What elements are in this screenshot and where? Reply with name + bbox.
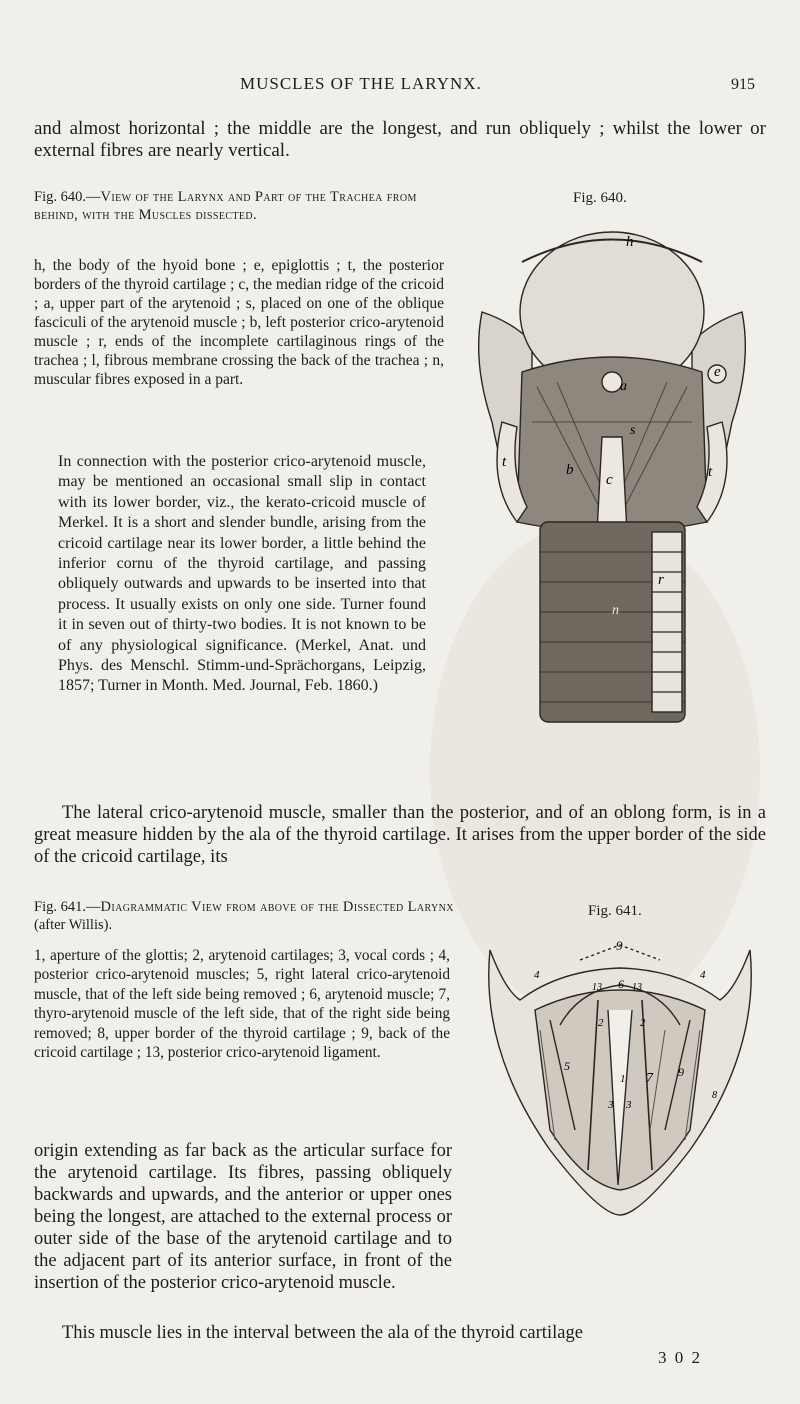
fig641-legend: 1, aperture of the glottis; 2, arytenoid cartilages; 3, vocal cords ; 4, posterior crico-arytenoid muscles; 5, right lateral crico-arytenoid muscle, that of the left side being removed ; 6, arytenoid muscle; 7, thyro-arytenoid muscle of the left side, that of the right side being removed; 8, upper border of the thyroid cartilage ; 9, back of the cricoid cartilage ; 13, posterior crico-arytenoid ligament.	[34, 947, 450, 1062]
intro-paragraph: and almost horizontal ; the middle are the longest, and run obliquely ; whilst the lower or external fibres are nearly vertical.	[34, 118, 766, 161]
fig641-num-2-right: 2	[640, 1017, 646, 1029]
last-line: This muscle lies in the interval between the ala of the thyroid cartilage	[62, 1323, 583, 1343]
fig641-num-4-left: 4	[534, 969, 540, 981]
fig641-num-13-left: 13	[592, 982, 602, 993]
fig640-letter-s: s	[630, 423, 636, 438]
signature-mark: 3 0 2	[658, 1348, 702, 1367]
fig641-num-13-right: 13	[632, 982, 642, 993]
lateral-crico-arytenoid-paragraph: The lateral crico-arytenoid muscle, smaller than the posterior, and of an oblong form, is in a great measure hidden by the ala of the thyroid cartilage. It arises from the upper border of the side of the cricoid cartilage, its	[34, 803, 766, 867]
fig640-letter-t-left: t	[502, 454, 507, 470]
fig641-num-2-left: 2	[598, 1017, 604, 1029]
fig640-letter-n: n	[612, 603, 619, 618]
fig641-num-1: 1	[620, 1073, 626, 1085]
fig640-caption	[34, 188, 434, 224]
fig641-num-4-right: 4	[700, 969, 706, 981]
fig641-num-3-right: 3	[626, 1099, 632, 1111]
kerato-cricoid-note: In connection with the posterior crico-arytenoid muscle, may be mentioned an occasional small slip in contact with its lower border, viz., the kerato-cricoid muscle of Merkel. It is a short and slender bundle, arising from the cricoid cartilage near its lower border, a little behind the inferior cornu of the thyroid cartilage, and passing obliquely outwards and upwards to be inserted into that process. It usually exists on only one side. Turner found it in seven out of thirty-two bodies. It is not known to be of any physiological significance. (Merkel, Anat. und Phys. des Menschl. Stimm-und-Sprächorgans, Leipzig, 1857; Turner in Month. Med. Journal, Feb. 1860.)	[58, 453, 426, 695]
fig640-letter-r: r	[658, 572, 664, 588]
fig641-caption-tail: (after Willis).	[34, 917, 113, 933]
fig640-larynx-illustration	[462, 222, 762, 732]
fig641-num-6: 6	[618, 977, 624, 991]
fig640-letter-t-right: t	[708, 464, 713, 480]
fig641-num-3-left: 3	[608, 1099, 614, 1111]
fig640-caption-title: View of the Larynx and Part of the Trachea from behind, with the Muscles dissected.	[34, 189, 417, 223]
fig640-letter-h: h	[626, 234, 634, 250]
fig641-caption	[34, 898, 454, 934]
figure-wrap-spacer	[452, 1140, 766, 1272]
fig640-label: Fig. 640.	[573, 190, 627, 206]
fig641-caption-title: Diagrammatic View from above of the Dissected Larynx	[100, 899, 454, 915]
origin-paragraph	[34, 1140, 766, 1294]
fig641-label: Fig. 641.	[588, 903, 642, 919]
running-title: MUSCLES OF THE LARYNX.	[240, 74, 482, 93]
origin-paragraph-text: origin extending as far back as the articular surface for the arytenoid cartilage. Its fibres, passing obliquely backwards and upwards, and the anterior or upper ones being the longest, are attached to the external process or outer side of the base of the arytenoid cartilage and to the adjacent part of its anterior surface, in front of the insertion of the posterior crico-arytenoid muscle.	[34, 1141, 452, 1293]
fig640-letter-c: c	[606, 472, 613, 488]
fig641-num-9-top: 9	[616, 938, 623, 953]
fig641-caption-lead: Fig. 641.—	[34, 899, 101, 915]
fig640-legend: h, the body of the hyoid bone ; e, epiglottis ; t, the posterior borders of the thyroid cartilage ; c, the median ridge of the cricoid ; a, upper part of the arytenoid ; s, placed on one of the oblique fasciculi of the arytenoid muscle ; b, left posterior crico-arytenoid muscle ; r, ends of the incomplete cartilaginous rings of the trachea ; l, fibrous membrane crossing the back of the trachea ; n, muscular fibres exposed in a part.	[34, 257, 444, 388]
fig640-letter-a: a	[620, 379, 627, 394]
fig640-letter-e: e	[714, 364, 721, 380]
fig641-num-9-right: 9	[678, 1065, 684, 1079]
fig640-caption-lead: Fig. 640.—	[34, 189, 101, 205]
fig641-num-7: 7	[646, 1071, 653, 1086]
fig641-num-8: 8	[712, 1090, 717, 1101]
fig640-letter-b: b	[566, 462, 574, 478]
fig641-num-5: 5	[564, 1059, 570, 1073]
page-number: 915	[731, 76, 755, 93]
